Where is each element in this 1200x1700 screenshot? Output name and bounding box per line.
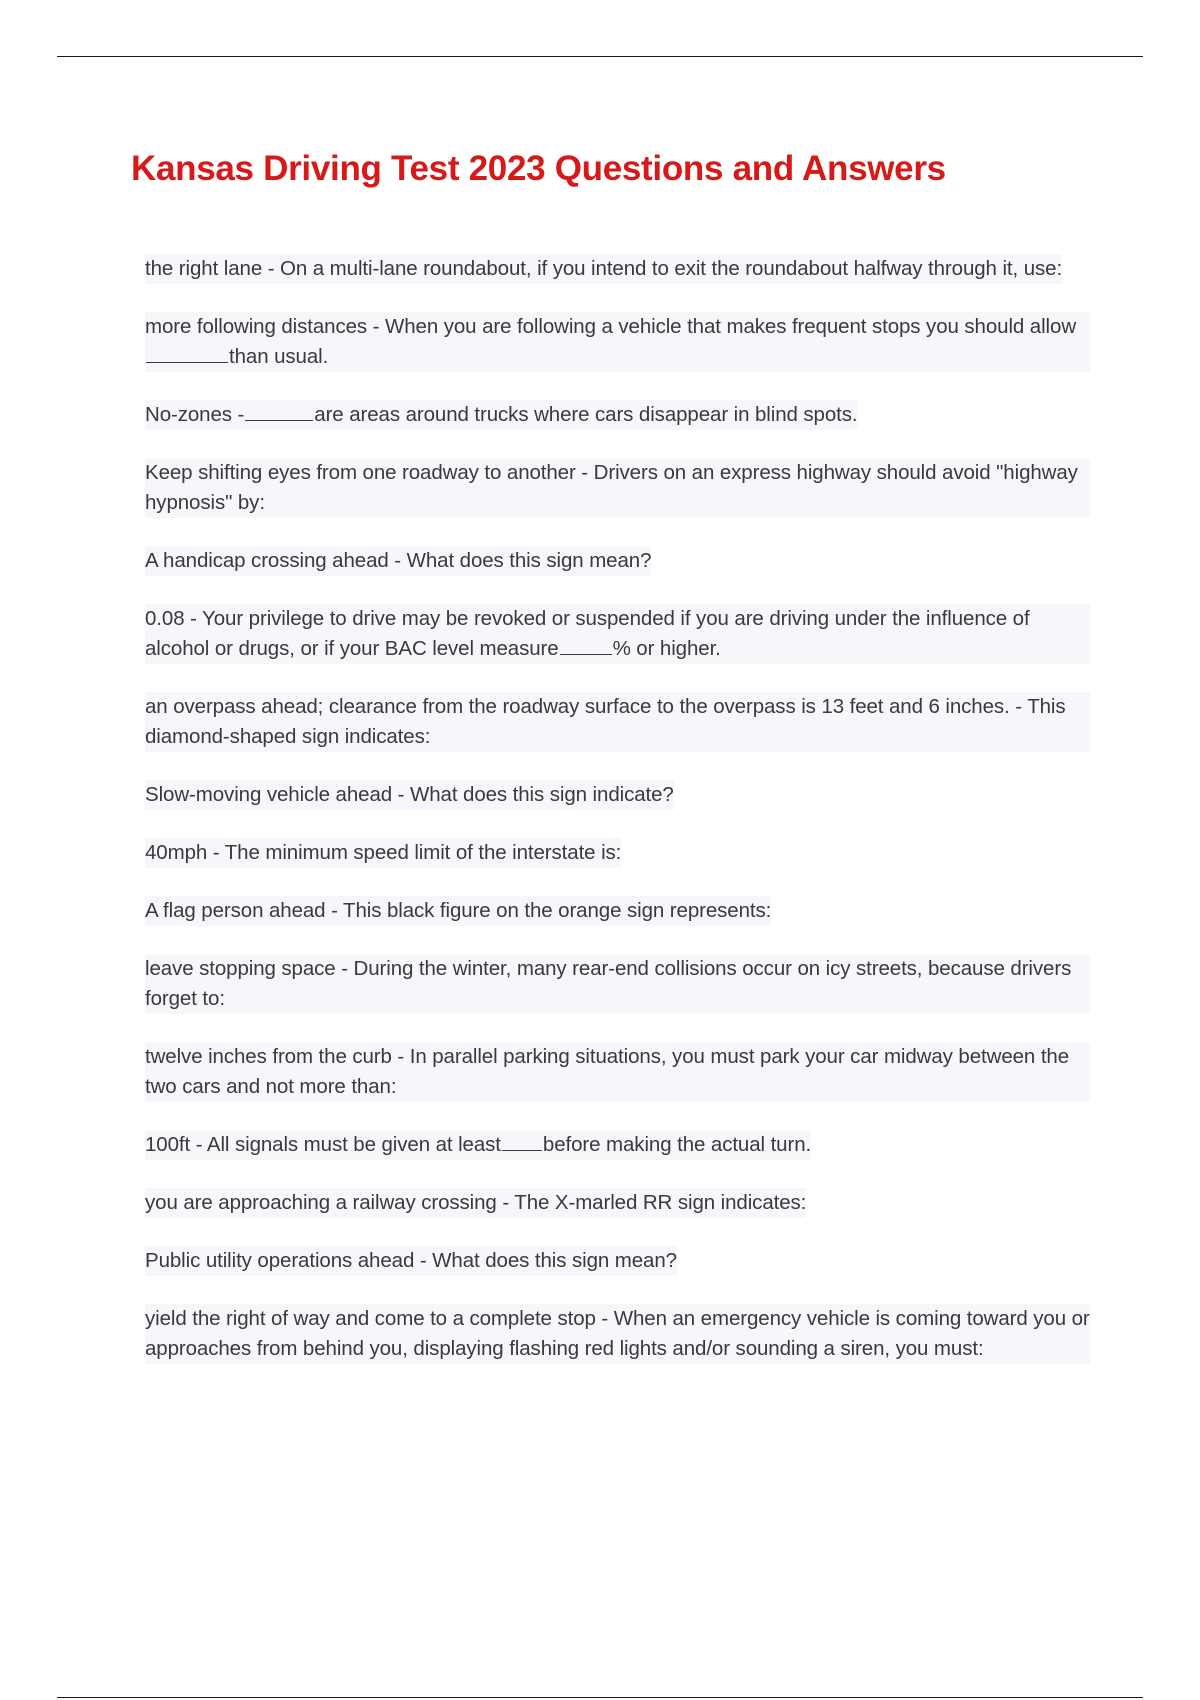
qa-text: are areas around trucks where cars disappear in blind spots. (314, 403, 858, 426)
footer-rule (57, 1697, 1143, 1698)
qa-text: Keep shifting eyes from one roadway to another - Drivers on an express highway should avoid "highway hypnosis" by: (145, 461, 1078, 514)
qa-item-11 (145, 954, 1090, 1014)
answer-blank (146, 342, 228, 363)
qa-list (145, 254, 1090, 1392)
qa-item-8 (145, 780, 674, 810)
qa-text: Public utility operations ahead - What does this sign mean? (145, 1249, 677, 1272)
qa-text: you are approaching a railway crossing - The X-marled RR sign indicates: (145, 1191, 807, 1214)
qa-text: % or higher. (612, 637, 721, 660)
qa-text: yield the right of way and come to a complete stop - When an emergency vehicle is coming toward you or approaches from behind you, displaying flashing red lights and/or sounding a siren, you must: (145, 1307, 1090, 1360)
qa-item-6 (145, 604, 1090, 664)
document-title: Kansas Driving Test 2023 Questions and Answers (131, 149, 946, 188)
qa-text: twelve inches from the curb - In parallel parking situations, you must park your car midway between the two cars and not more than: (145, 1045, 1070, 1098)
qa-text: 40mph - The minimum speed limit of the interstate is: (145, 841, 622, 864)
header-rule (57, 56, 1143, 57)
qa-item-14 (145, 1188, 806, 1218)
qa-item-4 (145, 458, 1090, 518)
qa-item-2 (145, 312, 1090, 372)
qa-item-9 (145, 838, 621, 868)
qa-text: more following distances - When you are following a vehicle that makes frequent stops you should allow (145, 315, 1077, 338)
answer-blank (560, 634, 612, 655)
qa-text: before making the actual turn. (542, 1133, 812, 1156)
qa-text: an overpass ahead; clearance from the roadway surface to the overpass is 13 feet and 6 inches. - This diamond-shaped sign indicates: (145, 695, 1066, 748)
qa-item-7 (145, 692, 1090, 752)
qa-text: A handicap crossing ahead - What does this sign mean? (145, 549, 652, 572)
qa-item-10 (145, 896, 771, 926)
qa-item-1 (145, 254, 1062, 284)
qa-text: 0.08 - Your privilege to drive may be revoked or suspended if you are driving under the influence of alcohol or drugs, or if your BAC level measure (145, 607, 1030, 660)
qa-item-16 (145, 1304, 1090, 1364)
answer-blank (502, 1130, 542, 1151)
qa-text: Slow-moving vehicle ahead - What does this sign indicate? (145, 783, 674, 806)
qa-text: the right lane - On a multi-lane roundabout, if you intend to exit the roundabout halfway through it, use: (145, 257, 1063, 280)
qa-item-13 (145, 1130, 811, 1160)
qa-text: leave stopping space - During the winter, many rear-end collisions occur on icy streets, because drivers forget to: (145, 957, 1072, 1010)
qa-item-3 (145, 400, 858, 430)
qa-item-5 (145, 546, 651, 576)
answer-blank (245, 400, 313, 421)
qa-item-15 (145, 1246, 677, 1276)
qa-text: than usual. (229, 345, 329, 368)
qa-text: 100ft - All signals must be given at least (145, 1133, 501, 1156)
qa-item-12 (145, 1042, 1090, 1102)
qa-text: A flag person ahead - This black figure on the orange sign represents: (145, 899, 772, 922)
qa-text: No-zones - (145, 403, 245, 426)
